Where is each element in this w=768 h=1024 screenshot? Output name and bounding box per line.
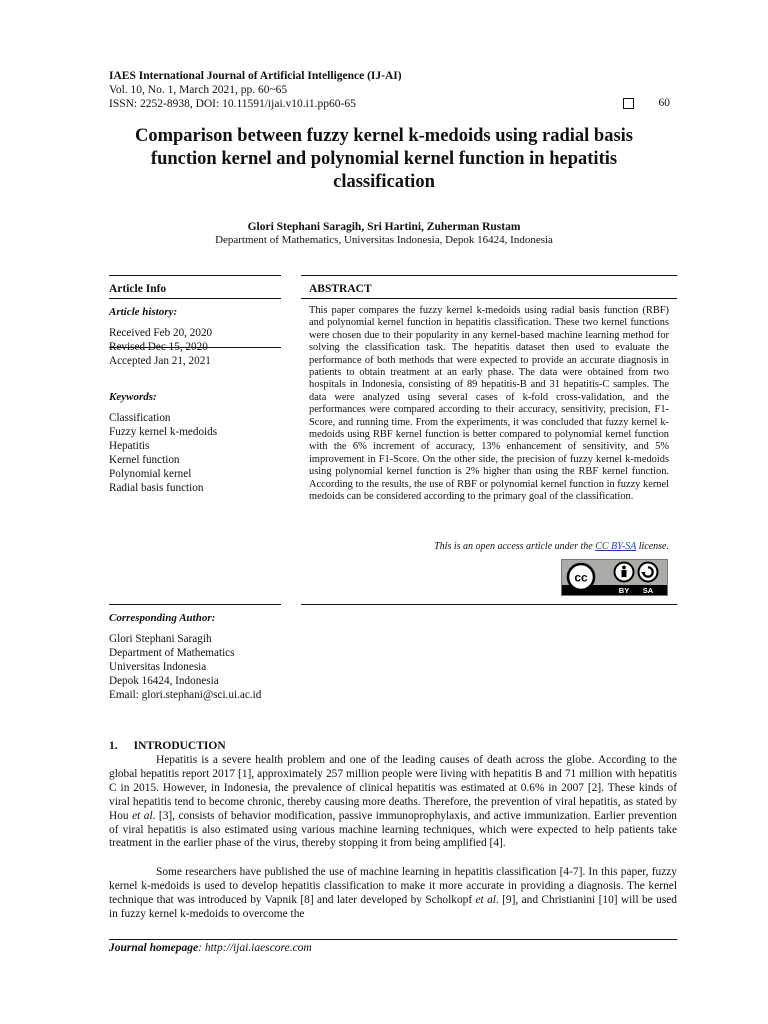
rule-right-bottom (301, 604, 677, 605)
author-univ: Universitas Indonesia (109, 661, 207, 673)
journal-header (109, 69, 402, 111)
homepage-label: Journal homepage (109, 942, 199, 954)
page-number: 60 (658, 97, 670, 109)
author-name: Glori Stephani Saragih (109, 633, 212, 645)
paper-authors: Glori Stephani Saragih, Sri Hartini, Zuherman Rustam (247, 221, 521, 233)
paper-title: Comparison between fuzzy kernel k-medoids using radial basis function kernel and polynomial kernel function in hepatitis classification (135, 126, 633, 192)
paper-affiliation: Department of Mathematics, Universitas Indonesia, Depok 16424, Indonesia (215, 234, 553, 246)
cc-by-sa-link[interactable]: CC BY-SA (595, 541, 637, 552)
keyword: Classification (109, 412, 171, 424)
keyword: Hepatitis (109, 440, 150, 452)
intro-p1-text-a: Hepatitis is a severe health problem and one of the leading causes of death across the globe. According to the global hepatitis report 2017 [1], approximately 257 million people were living with hepatitis B and 71 million with hepatitis C in 2015. However, in Indonesia, the prevalence of clinical hepatitis was estimated at 0.6% in 2007 [2]. These kinds of viral hepatitis tend to become chronic, thereby causing more deaths. Therefore, the prevention of viral hepatitis, as stated by Hou (109, 754, 677, 822)
journal-homepage (109, 942, 312, 954)
keywords-list (109, 411, 217, 495)
corresponding-heading: Corresponding Author: (109, 612, 216, 624)
keyword: Kernel function (109, 454, 180, 466)
square-icon (623, 98, 634, 109)
intro-p2-text-b: . [9], and Christianini [10] will be used in fuzzy kernel k-medoids to overcome the (109, 893, 677, 920)
author-email: Email: glori.stephani@sci.ui.ac.id (109, 689, 262, 701)
author-dept: Department of Mathematics (109, 647, 235, 659)
keyword: Fuzzy kernel k-medoids (109, 426, 218, 438)
journal-issn: ISSN: 2252-8938, DOI: 10.11591/ijai.v10.i1.pp60-65 (109, 98, 356, 110)
rule-right-heading (301, 298, 677, 299)
intro-p2-etal: et al (475, 893, 496, 906)
keywords-heading: Keywords: (109, 391, 157, 403)
intro-p1-text-b: . [3], consists of behavior modification, passive immunoprophylaxis, and active immunization. Earlier prevention of viral hepatitis is also estimated using various machine learning techniques, which were expected to help patients take treatment in the earlier phase of the virus, thereby stopping it from being amplified [4]. (109, 809, 678, 850)
oa-prefix: This is an open access article under the (434, 541, 596, 552)
oa-suffix: license. (636, 541, 669, 552)
corresponding-details (109, 632, 261, 702)
abstract-heading: ABSTRACT (309, 283, 372, 295)
open-access-note (309, 541, 669, 552)
keyword: Radial basis function (109, 482, 204, 494)
cc-sa-label: SA (642, 586, 654, 595)
rule-left-bottom (109, 604, 281, 605)
intro-paragraph-1 (109, 754, 677, 851)
journal-title: IAES International Journal of Artificial Intelligence (IJ-AI) (109, 70, 402, 82)
accepted-date: Accepted Jan 21, 2021 (109, 355, 211, 367)
svg-text:cc: cc (574, 570, 588, 585)
article-history-heading: Article history: (109, 306, 178, 318)
revised-date: Revised Dec 15, 2020 (109, 341, 208, 353)
rule-left-top (109, 275, 281, 276)
cc-by-label: BY (618, 586, 630, 595)
footer-rule (109, 939, 677, 940)
article-dates (109, 326, 212, 368)
intro-heading (109, 740, 226, 752)
author-city: Depok 16424, Indonesia (109, 675, 219, 687)
intro-paragraph-2 (109, 866, 677, 922)
received-date: Received Feb 20, 2020 (109, 327, 213, 339)
article-info-heading: Article Info (109, 283, 167, 295)
intro-number: 1. (109, 740, 118, 752)
abstract-text: This paper compares the fuzzy kernel k-medoids using radial basis function (RBF) and polynomial kernel function in hepatitis classification. These two kernel functions were chosen due to their popularity in any kernel-based machine learning method for solving the classification task. The hepatitis dataset then used to evaluate the performance of both methods that were expected to provide an accurate diagnosis in patients to obtain treatment at an early phase. The data were obtained from two hospitals in Indonesia, consisting of 89 hepatitis-B and 31 hepatitis-C samples. The data were analyzed using several cases of k-fold cross-validation, and the performances were compared according to their accuracy, sensitivity, precision, F1-Score, and running time. From the experiments, it was concluded that fuzzy kernel k-medoids using RBF kernel function is better compared to polynomial kernel function with the 6% increment of accuracy, 13% enhancement of sensitivity, and 5% improvement in F1-Score. On the other side, the precision of fuzzy kernel k-medoids using polynomial kernel function is 2% higher than using the RBF kernel function. According to the results, the use of RBF or polynomial kernel function in fuzzy kernel medoids can be considered according to the primary goal of the classification. (309, 305, 669, 503)
rule-right-top (301, 275, 677, 276)
rule-left-heading (109, 298, 281, 299)
homepage-url[interactable]: : http://ijai.iaescore.com (198, 942, 312, 954)
journal-volume: Vol. 10, No. 1, March 2021, pp. 60~65 (109, 84, 288, 96)
cc-license-badge[interactable] (561, 559, 668, 596)
keyword: Polynomial kernel (109, 468, 192, 480)
cc-badge-graphic (562, 560, 667, 595)
intro-p1-etal: et al (132, 809, 153, 822)
intro-title: INTRODUCTION (133, 740, 226, 752)
intro-p2-text-a: Some researchers have published the use of machine learning in hepatitis classification [4-7]. In this paper, fuzzy kernel k-medoids is used to develop hepatitis classification to make it more accurate in providing a diagnosis. The kernel technique that was introduced by Vapnik [8] and later developed by Scholkopf (109, 866, 677, 906)
